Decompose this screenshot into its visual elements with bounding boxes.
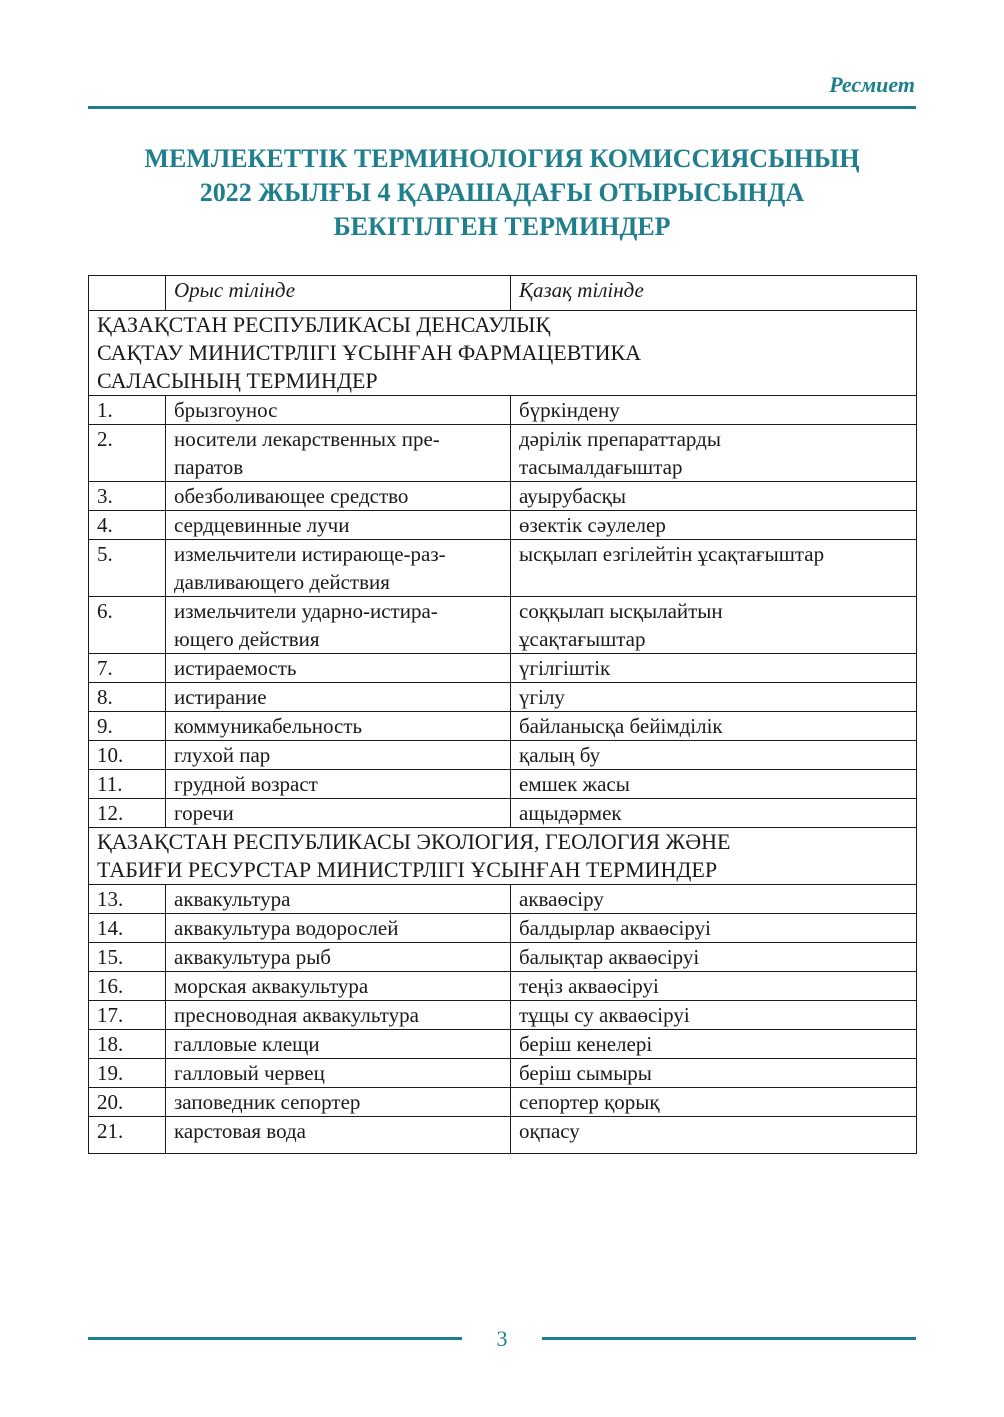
table-row — [89, 914, 917, 943]
row-number: 7. — [89, 654, 166, 683]
russian-term: обезболивающее средство — [166, 482, 511, 511]
kazakh-term: байланысқа бейімділік — [511, 712, 917, 741]
table-row — [89, 972, 917, 1001]
russian-term: галловый червец — [166, 1059, 511, 1088]
row-number: 1. — [89, 396, 166, 425]
table-row — [89, 885, 917, 914]
row-number: 8. — [89, 683, 166, 712]
row-number: 2. — [89, 425, 166, 482]
header-cell-number — [89, 276, 166, 311]
russian-term: брызгоунос — [166, 396, 511, 425]
russian-term: пресноводная аквакультура — [166, 1001, 511, 1030]
kazakh-term: тұщы су акваөсіруі — [511, 1001, 917, 1030]
kazakh-term: үгілгіштік — [511, 654, 917, 683]
section-heading-line: САЛАСЫНЫҢ ТЕРМИНДЕР — [97, 368, 378, 393]
section-heading-line: ҚАЗАҚСТАН РЕСПУБЛИКАСЫ ЭКОЛОГИЯ, ГЕОЛОГИЯ ЖӘНЕ — [97, 829, 731, 854]
russian-term: измельчители истирающе-раз- давливающего действия — [166, 540, 511, 597]
row-number: 17. — [89, 1001, 166, 1030]
russian-term: истирание — [166, 683, 511, 712]
russian-term: аквакультура водорослей — [166, 914, 511, 943]
section-heading-line: ҚАЗАҚСТАН РЕСПУБЛИКАСЫ ДЕНСАУЛЫҚ — [97, 312, 551, 337]
row-number: 4. — [89, 511, 166, 540]
section-label: Ресмиет — [829, 72, 915, 97]
kazakh-term: бүркіндену — [511, 396, 917, 425]
russian-term: аквакультура рыб — [166, 943, 511, 972]
row-number: 12. — [89, 799, 166, 828]
kazakh-term: емшек жасы — [511, 770, 917, 799]
table-row — [89, 1001, 917, 1030]
row-number: 11. — [89, 770, 166, 799]
table-row — [89, 1088, 917, 1117]
kazakh-term: ысқылап езгілейтін ұсақтағыштар — [511, 540, 917, 597]
page-title — [88, 142, 916, 244]
table-row — [89, 396, 917, 425]
section-heading — [89, 311, 917, 396]
row-number: 10. — [89, 741, 166, 770]
kazakh-term: ащыдәрмек — [511, 799, 917, 828]
section-heading-row — [89, 311, 917, 396]
row-number: 21. — [89, 1117, 166, 1154]
title-line: БЕКІТІЛГЕН ТЕРМИНДЕР — [333, 212, 671, 241]
row-number: 14. — [89, 914, 166, 943]
title-line: 2022 ЖЫЛҒЫ 4 ҚАРАШАДАҒЫ ОТЫРЫСЫНДА — [199, 178, 805, 207]
row-number: 5. — [89, 540, 166, 597]
row-number: 20. — [89, 1088, 166, 1117]
russian-term: коммуникабельность — [166, 712, 511, 741]
section-heading-row — [89, 828, 917, 885]
russian-term: галловые клещи — [166, 1030, 511, 1059]
kazakh-term: беріш кенелері — [511, 1030, 917, 1059]
kazakh-term: ауырубасқы — [511, 482, 917, 511]
header-cell-kazakh: Қазақ тілінде — [511, 276, 917, 311]
kazakh-term: дәрілік препараттарды тасымалдағыштар — [511, 425, 917, 482]
row-number: 3. — [89, 482, 166, 511]
table-row — [89, 511, 917, 540]
russian-term: горечи — [166, 799, 511, 828]
row-number: 19. — [89, 1059, 166, 1088]
table-row — [89, 1030, 917, 1059]
russian-term: носители лекарственных пре- паратов — [166, 425, 511, 482]
table-row — [89, 425, 917, 482]
footer-divider-right — [542, 1337, 916, 1340]
section-heading-line: ТАБИҒИ РЕСУРСТАР МИНИСТРЛІГІ ҰСЫНҒАН ТЕРМИНДЕР — [97, 857, 718, 882]
table-row — [89, 683, 917, 712]
kazakh-term: балдырлар акваөсіруі — [511, 914, 917, 943]
table-row — [89, 654, 917, 683]
row-number: 13. — [89, 885, 166, 914]
header-divider — [88, 106, 916, 109]
table-row — [89, 540, 917, 597]
russian-term: измельчители ударно-истира- ющего действия — [166, 597, 511, 654]
page-number: 3 — [496, 1326, 508, 1351]
row-number: 6. — [89, 597, 166, 654]
terms-table — [88, 275, 917, 1154]
kazakh-term: теңіз акваөсіруі — [511, 972, 917, 1001]
table-row — [89, 712, 917, 741]
title-line: МЕМЛЕКЕТТІК ТЕРМИНОЛОГИЯ КОМИССИЯСЫНЫҢ — [144, 144, 860, 173]
table-row — [89, 741, 917, 770]
section-heading-line: САҚТАУ МИНИСТРЛІГІ ҰСЫНҒАН ФАРМАЦЕВТИКА — [97, 340, 642, 365]
kazakh-term: үгілу — [511, 683, 917, 712]
table-row — [89, 1117, 917, 1154]
russian-term: сердцевинные лучи — [166, 511, 511, 540]
kazakh-term: соққылап ысқылайтын ұсақтағыштар — [511, 597, 917, 654]
kazakh-term: балықтар акваөсіруі — [511, 943, 917, 972]
table-row — [89, 1059, 917, 1088]
russian-term: аквакультура — [166, 885, 511, 914]
kazakh-term: қалың бу — [511, 741, 917, 770]
row-number: 9. — [89, 712, 166, 741]
russian-term: истираемость — [166, 654, 511, 683]
row-number: 16. — [89, 972, 166, 1001]
table-header-row — [89, 276, 917, 311]
table-row — [89, 799, 917, 828]
table-row — [89, 597, 917, 654]
row-number: 18. — [89, 1030, 166, 1059]
table-row — [89, 770, 917, 799]
section-heading — [89, 828, 917, 885]
footer-divider-left — [88, 1337, 462, 1340]
header-cell-russian: Орыс тілінде — [166, 276, 511, 311]
kazakh-term: өзектік сәулелер — [511, 511, 917, 540]
russian-term: заповедник сепортер — [166, 1088, 511, 1117]
kazakh-term: сепортер қорық — [511, 1088, 917, 1117]
kazakh-term: беріш сымыры — [511, 1059, 917, 1088]
row-number: 15. — [89, 943, 166, 972]
russian-term: грудной возраст — [166, 770, 511, 799]
russian-term: морская аквакультура — [166, 972, 511, 1001]
russian-term: карстовая вода — [166, 1117, 511, 1154]
table-row — [89, 482, 917, 511]
table-row — [89, 943, 917, 972]
kazakh-term: оқпасу — [511, 1117, 917, 1154]
russian-term: глухой пар — [166, 741, 511, 770]
kazakh-term: акваөсіру — [511, 885, 917, 914]
